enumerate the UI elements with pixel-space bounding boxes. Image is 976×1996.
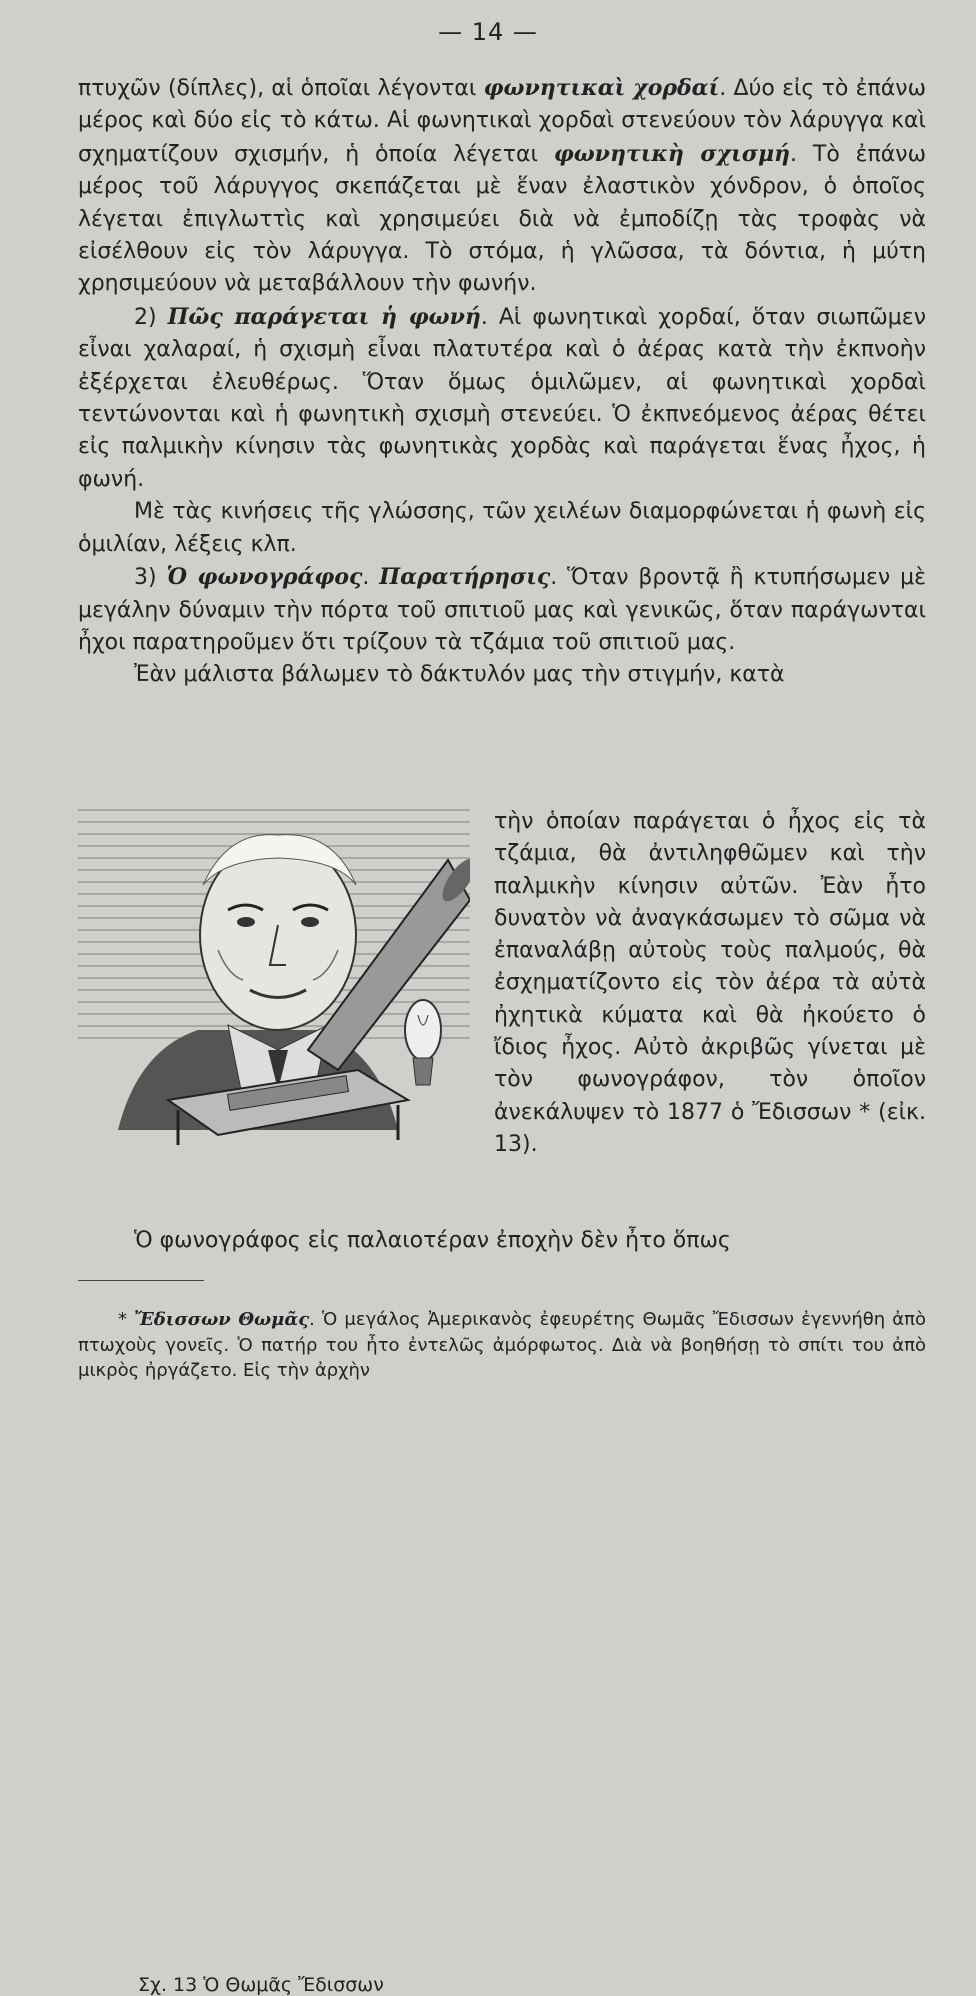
figure-caption: Σχ. 13 Ὁ Θωμᾶς Ἔδισσων (138, 1974, 384, 1996)
footnote-term: Ἔδισσων Θωμᾶς (134, 1309, 310, 1330)
page-number: — 14 — (438, 18, 538, 46)
paragraph-phonograph (78, 561, 926, 659)
heading-observation: Παρατήρησις (379, 564, 551, 591)
section-number: 2) (134, 304, 168, 330)
footnote-marker: * (118, 1309, 135, 1330)
paragraph-side: τὴν ὁποίαν παράγεται ὁ ἦχος εἰς τὰ τζάμια, θὰ ἀντιληφθῶμεν καὶ τὴν παλμικὴν κίνησιν αὐτῶν. Ἐὰν ἦτο δυνατὸν νὰ ἀναγκάσωμεν τὸ σῶμα νὰ ἐπαναλάβῃ αὐτοὺς τοὺς παλμούς, θὰ ἐσχηματίζοντο εἰς τὸν ἀέρα τὰ αὐτὰ ἠχητικὰ κύματα καὶ θὰ ἠκούετο ὁ ἴδιος ἦχος. Αὐτὸ ἀκριβῶς γίνεται μὲ τὸν φωνογράφον, τὸν ὁποῖον ἀνεκάλυψεν τὸ 1877 ὁ Ἔδισσων * (εἰκ. 13). (494, 809, 926, 1157)
main-text (78, 72, 926, 692)
text-run: . Δύο εἰς τὸ ἐπάνω μέρος καὶ δύο εἰς τὸ κάτω. Αἱ φωνητικαὶ χορδαὶ στενεύουν τὸν λάρυγγα καὶ σχηματίζουν σχισμήν, ἡ ὁποία λέγεται (78, 76, 926, 167)
text-run: . Τὸ ἐπάνω μέρος τοῦ λάρυγγος σκεπάζεται μὲ ἕναν ἐλαστικὸν χόνδρον, ὁ ὁποῖος λέγεται ἐπιγλωττὶς καὶ χρησιμεύει διὰ νὰ ἐμποδίζῃ τὰς τροφὰς νὰ εἰσέλθουν εἰς τὸν λάρυγγα. Τὸ στόμα, ἡ γλῶσσα, τὰ δόντια, ἡ μύτη χρησιμεύουν νὰ μεταβάλλουν τὴν φωνήν. (78, 141, 926, 297)
section-number: 3) (134, 565, 167, 591)
footnote-divider (78, 1280, 204, 1281)
paragraph-speech: Μὲ τὰς κινήσεις τῆς γλώσσης, τῶν χειλέων διαμορφώνεται ἡ φωνὴ εἰς ὁμιλίαν, λέξεις κλπ. (78, 499, 926, 557)
footnote (78, 1307, 926, 1384)
term-glottis: φωνητικὴ σχισμή (553, 140, 791, 167)
term-vocal-cords: φωνητικαὶ χορδαί (483, 75, 720, 101)
section-heading-voice: Πῶς παράγεται ἡ φωνή (167, 303, 481, 330)
paragraph-old-phonograph: Ὁ φωνογράφος εἰς παλαιοτέραν ἐποχὴν δὲν ἦτο ὅπως (134, 1228, 731, 1253)
paragraph-lead-line: Ἐὰν μάλιστα βάλωμεν τὸ δάκτυλόν μας τὴν στιγμήν, κατὰ (134, 662, 785, 688)
paragraph-vocal-cords (78, 72, 926, 301)
text-run: . Ὅταν βροντᾷ ἢ κτυπήσωμεν μὲ μεγάλην δύναμιν τὴν πόρτα τοῦ σπιτιοῦ μας καὶ γενικῶς, ὅταν παράγωνται ἦχοι παρατηροῦμεν ὅτι τρίζουν τὰ τζάμια τοῦ σπιτιοῦ μας. (78, 565, 926, 655)
section-heading-phonograph: Ὁ φωνογράφος (166, 564, 363, 591)
text-run: πτυχῶν (δίπλες), αἱ ὁποῖαι λέγονται (78, 76, 484, 101)
footnote-text: . Ὁ μεγάλος Ἀμερικανὸς ἐφευρέτης Θωμᾶς Ἔδισσων ἐγεννήθη ἀπὸ πτωχοὺς γονεῖς. Ὁ πατήρ του ἦτο ἐντελῶς ἀμόρφωτος. Διὰ νὰ βοηθήσῃ τὸ σπίτι του ἀπὸ μικρὸς ἠργάζετο. Εἰς τὴν ἀρχὴν (78, 1309, 926, 1381)
text-run: . (362, 565, 380, 591)
edison-illustration (78, 800, 470, 1160)
side-text (494, 806, 926, 1161)
text-run: . Αἱ φωνητικαὶ χορδαί, ὅταν σιωπῶμεν εἶναι χαλαραί, ἡ σχισμὴ εἶναι πλατυτέρα καὶ ὁ ἀέρας κατὰ τὴν ἐκπνοὴν ἐξέρχεται ἐλευθέρως. Ὅταν ὅμως ὁμιλῶμεν, αἱ φωνητικαὶ χορδαὶ τεντώνονται καὶ ἡ φωνητικὴ σχισμὴ στενεύει. Ὁ ἐκπνεόμενος ἀέρας θέτει εἰς παλμικὴν κίνησιν τὰς φωνητικὰς χορδὰς καὶ παράγεται ἕνας ἦχος, ἡ φωνή. (78, 304, 926, 492)
paragraph-voice-production (78, 301, 926, 496)
